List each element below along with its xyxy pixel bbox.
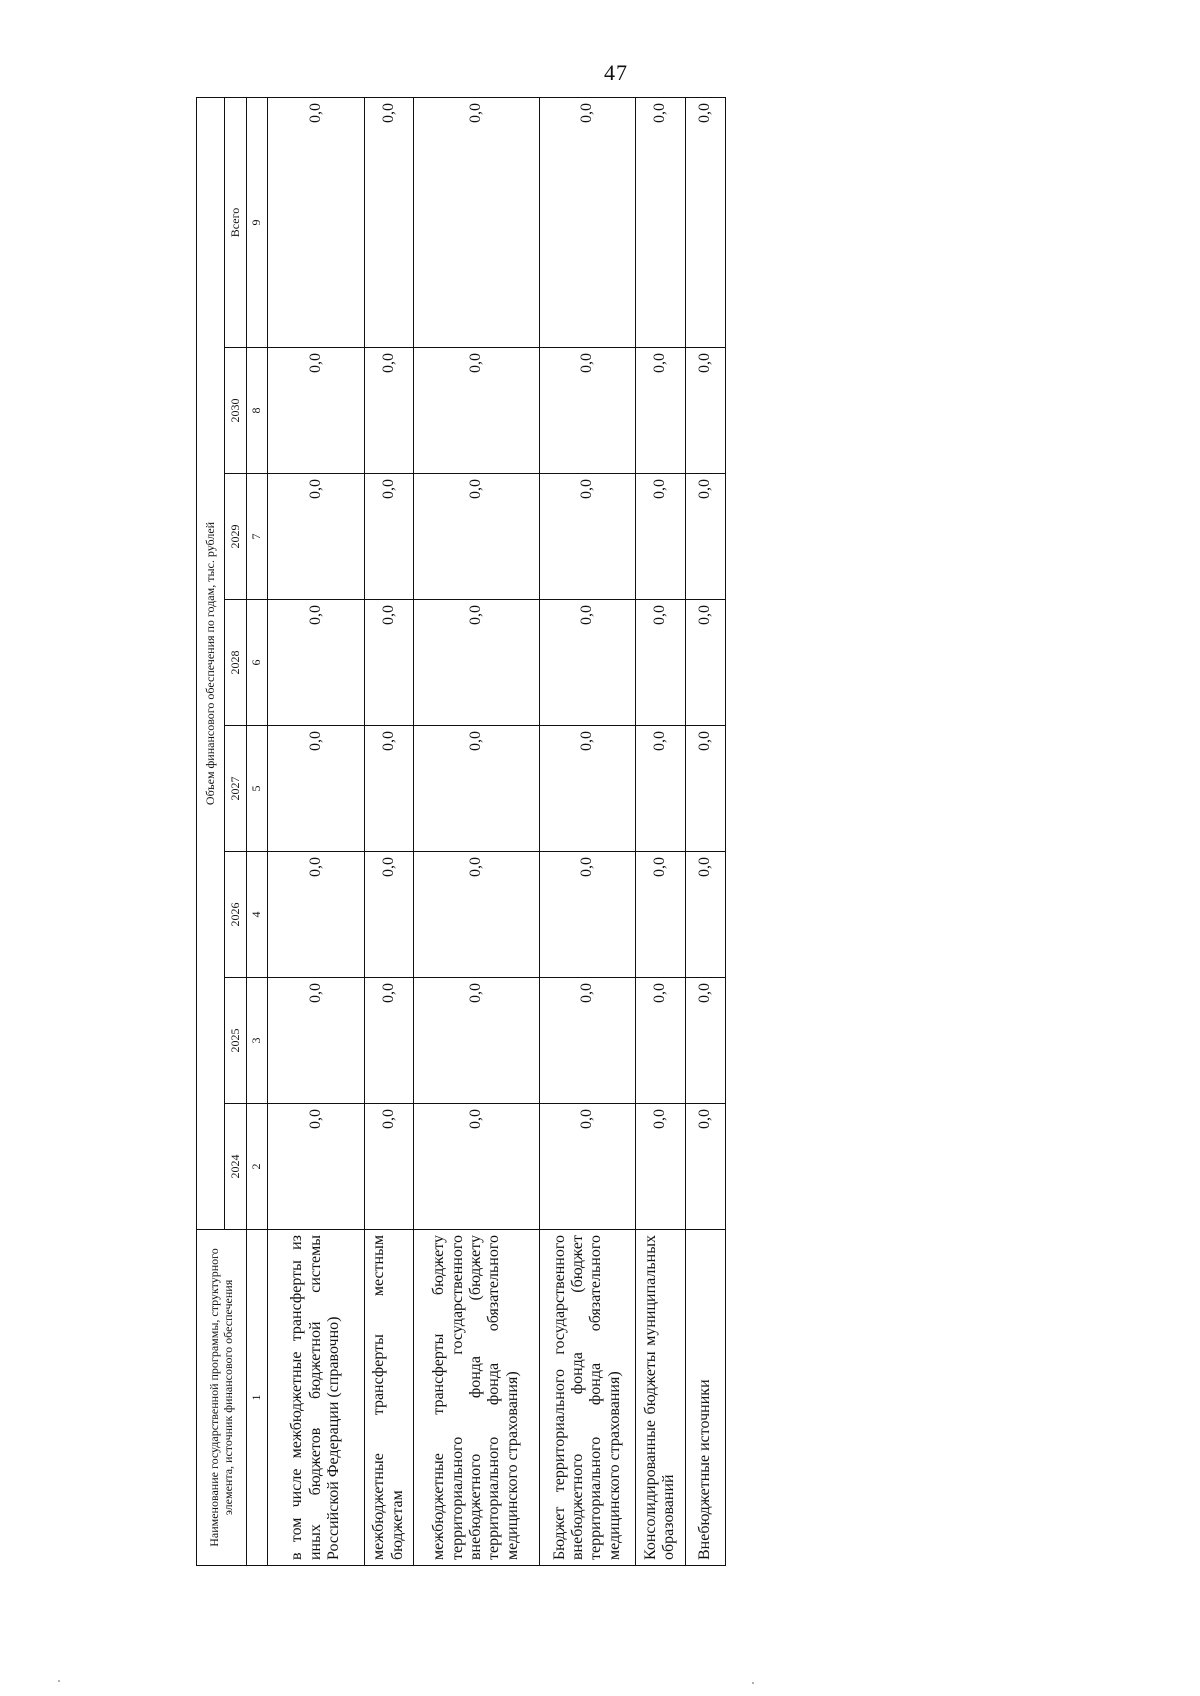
value-cell: 0,0 [413, 726, 539, 852]
value-cell: 0,0 [413, 978, 539, 1104]
year-header: 2028 [225, 600, 247, 726]
value-cell: 0,0 [268, 348, 365, 474]
table-row [268, 97, 365, 1565]
row-name: Внебюджетные источники [685, 1230, 725, 1566]
value-cell: 0,0 [636, 474, 685, 600]
column-number: 6 [247, 600, 268, 726]
value-cell: 0,0 [539, 978, 636, 1104]
table-row [685, 97, 725, 1565]
table-row [413, 97, 539, 1565]
value-cell: 0,0 [636, 978, 685, 1104]
column-group-header: Объем финансового обеспечения по годам, тыс. рублей [197, 97, 225, 1229]
year-header: 2029 [225, 474, 247, 600]
table-row [539, 97, 636, 1565]
value-cell: 0,0 [364, 600, 413, 726]
funding-table [196, 97, 726, 1566]
column-number: 3 [247, 978, 268, 1104]
total-cell: 0,0 [539, 97, 636, 347]
value-cell: 0,0 [636, 348, 685, 474]
value-cell: 0,0 [539, 852, 636, 978]
value-cell: 0,0 [685, 600, 725, 726]
table-row [636, 97, 685, 1565]
value-cell: 0,0 [268, 1104, 365, 1230]
value-cell: 0,0 [685, 348, 725, 474]
year-header: 2026 [225, 852, 247, 978]
year-header: 2024 [225, 1104, 247, 1230]
value-cell: 0,0 [413, 600, 539, 726]
value-cell: 0,0 [364, 852, 413, 978]
value-cell: 0,0 [364, 474, 413, 600]
year-header: 2025 [225, 978, 247, 1104]
year-header: 2027 [225, 726, 247, 852]
value-cell: 0,0 [413, 348, 539, 474]
value-cell: 0,0 [364, 726, 413, 852]
value-cell: 0,0 [268, 726, 365, 852]
total-cell: 0,0 [685, 97, 725, 347]
value-cell: 0,0 [413, 852, 539, 978]
row-name: в том числе межбюджетные трансферты из иных бюджетов бюджетной системы Российской Федерации (справочно) [268, 1230, 365, 1566]
value-cell: 0,0 [268, 978, 365, 1104]
value-cell: 0,0 [539, 474, 636, 600]
row-name: Консолидированные бюджеты муниципальных образований [636, 1230, 685, 1566]
value-cell: 0,0 [539, 726, 636, 852]
column-number: 7 [247, 474, 268, 600]
total-cell: 0,0 [636, 97, 685, 347]
column-header-name: Наименование государственной программы, структурного элемента, источник финансового обеспечения [197, 1230, 247, 1566]
column-number: 9 [247, 97, 268, 347]
scan-artifact [58, 1680, 60, 1682]
value-cell: 0,0 [685, 474, 725, 600]
value-cell: 0,0 [413, 1104, 539, 1230]
value-cell: 0,0 [685, 1104, 725, 1230]
value-cell: 0,0 [413, 474, 539, 600]
column-number: 2 [247, 1104, 268, 1230]
value-cell: 0,0 [364, 348, 413, 474]
value-cell: 0,0 [268, 474, 365, 600]
value-cell: 0,0 [636, 726, 685, 852]
value-cell: 0,0 [685, 726, 725, 852]
value-cell: 0,0 [636, 852, 685, 978]
row-name: межбюджетные трансферты бюджету территориального государственного внебюджетного фонда (бюджету территориального фонда обязательного медицинского страхования) [413, 1230, 539, 1566]
value-cell: 0,0 [268, 600, 365, 726]
value-cell: 0,0 [636, 600, 685, 726]
value-cell: 0,0 [539, 348, 636, 474]
column-number: 8 [247, 348, 268, 474]
total-cell: 0,0 [413, 97, 539, 347]
value-cell: 0,0 [636, 1104, 685, 1230]
column-number: 5 [247, 726, 268, 852]
scan-artifact [752, 1682, 754, 1684]
value-cell: 0,0 [685, 978, 725, 1104]
total-cell: 0,0 [268, 97, 365, 347]
rotated-table-container [196, 98, 726, 1566]
table-row [364, 97, 413, 1565]
total-cell: 0,0 [364, 97, 413, 347]
value-cell: 0,0 [539, 600, 636, 726]
value-cell: 0,0 [364, 978, 413, 1104]
total-header: Всего [225, 97, 247, 347]
row-name: межбюджетные трансферты местным бюджетам [364, 1230, 413, 1566]
value-cell: 0,0 [268, 852, 365, 978]
value-cell: 0,0 [685, 852, 725, 978]
column-number: 4 [247, 852, 268, 978]
year-header: 2030 [225, 348, 247, 474]
value-cell: 0,0 [364, 1104, 413, 1230]
column-number: 1 [247, 1230, 268, 1566]
value-cell: 0,0 [539, 1104, 636, 1230]
row-name: Бюджет территориального государственного внебюджетного фонда (бюджет территориального фонда обязательного медицинского страхования) [539, 1230, 636, 1566]
page-number: 47 [604, 60, 628, 85]
